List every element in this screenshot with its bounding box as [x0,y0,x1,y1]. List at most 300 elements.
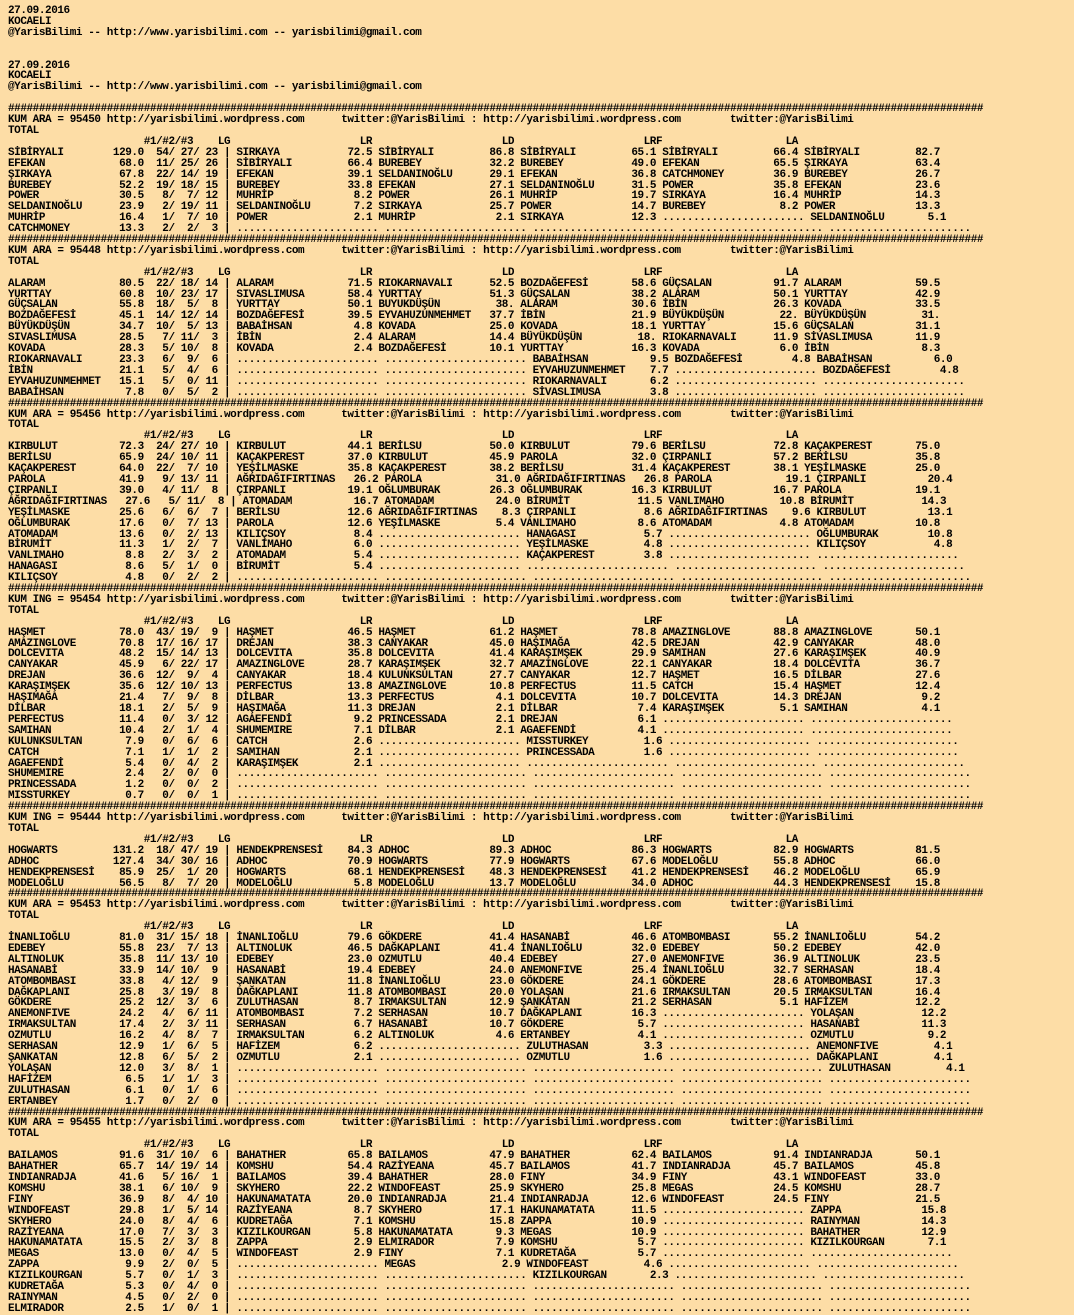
race-tables: ############################################################################################################################################################## KUM ARA = 95450 http://yarisbilimi.wordpress.com twitter:@YarisBilimi : http://yarisbilimi.wordpress.com twitter:@YarisBilimi TOTAL #1/#2/#3 LG LR LD LRF LA SİBİRYALI 129.0 54/ 27/ 23 | SIRKAYA 72.5 SİBİRYALI 86.8 SİBİRYALI 65.1 SİBİRYALI 66.4 SİBİRYALI 82.7 EFEKAN 68.0 11/ 25/ 26 | SİBİRYALI 66.4 BUREBEY 32.2 BUREBEY 49.0 EFEKAN 65.5 ŞIRKAYA 63.4 ŞIRKAYA 67.8 22/ 14/ 19 | EFEKAN 39.1 SELDANINOĞLU 29.1 EFEKAN 36.8 CATCHMONEY 36.9 BUREBEY 26.7 BUREBEY 52.2 19/ 18/ 15 | BUREBEY 33.8 EFEKAN 27.1 SELDANINOĞLU 31.5 POWER 35.8 EFEKAN 23.6 POWER 30.5 8/ 7/ 12 | MUHRİP 8.2 POWER 26.1 MUHRİP 19.7 SIRKAYA 16.4 MUHRİP 14.3 SELDANINOĞLU 23.9 2/ 19/ 11 | SELDANINOĞLU 7.2 SIRKAYA 25.7 POWER 14.7 BUREBEY 8.2 POWER 13.3 MUHRİP 16.4 1/ 7/ 10 | POWER 2.1 MUHRİP 2.1 SIRKAYA 12.3 ....................... SELDANINOĞLU 5.1 CATCHMONEY 13.3 2/ 2/ 3 | ....................... ....................... ....................... ....................... ....................... ############################################################################################################################################################## KUM ARA = 95448 http://yarisbilimi.wordpress.com twitter:@YarisBilimi : http://yarisbilimi.wordpress.com twitter:@YarisBilimi TOTAL #1/#2/#3 LG LR LD LRF LA ALARAM 80.5 22/ 18/ 14 | ALARAM 71.5 RIOKARNAVALI 52.5 BOZDAĞEFESİ 58.6 GÜÇSALAN 91.7 ALARAM 59.5 YURTTAY 60.8 10/ 23/ 17 | SIVASLIMUSA 58.4 YURTTAY 51.3 GÜÇSALAN 38.2 ALARAM 50.1 YURTTAY 42.9 GÜÇSALAN 55.8 18/ 5/ 8 | YURTTAY 50.1 BUYUKDÜŞÜN 38. ALARAM 30.6 İBİN 26.3 KOVADA 33.5 BOZDAĞEFESİ 45.1 14/ 12/ 14 | BOZDAĞEFESİ 39.5 EYVAHUZUNMEHMET 37.7 İBİN 21.9 BÜYÜKDÜŞÜN 22. BÜYÜKDÜŞÜN 31. BÜYÜKDÜŞÜN 34.7 10/ 5/ 13 | BABAİHSAN 4.8 KOVADA 25.0 KOVADA 18.1 YURTTAY 15.6 GÜÇSALAN 31.1 SIVASLIMUSA 28.5 7/ 11/ 3 | İBİN 2.4 ALARAM 14.4 BÜYÜKDÜŞÜN 18. RIOKARNAVALI 11.9 SİVASLIMUSA 11.9 KOVADA 28.3 5/ 10/ 8 | KOVADA 2.4 BOZDAĞEFESİ 10.1 YURTTAY 16.3 KOVADA 6.0 İBİN 8.3 RIOKARNAVALI 23.3 6/ 9/ 6 | ....................... ....................... BABAİHSAN 9.5 BOZDAĞEFESİ 4.8 BABAİHSAN 6.0 İBİN 21.1 5/ 4/ 6 | ....................... ....................... EYVAHUZUNMEHMET 7.7 ....................... BOZDAĞEFESİ 4.8 EYVAHUZUNMEHMET 15.1 5/ 0/ 11 | ....................... ....................... RIOKARNAVALI 6.2 ....................... ....................... BABAİHSAN 7.8 0/ 5/ 2 | ....................... ....................... SİVASLIMUSA 3.8 ....................... ....................... ############################################################################################################################################################## KUM ARA = 95456 http://yarisbilimi.wordpress.com twitter:@YarisBilimi : http://yarisbilimi.wordpress.com twitter:@YarisBilimi TOTAL #1/#2/#3 LG LR LD LRF LA KIRBULUT 72.3 24/ 27/ 10 | KIRBULUT 44.1 BERİLSU 50.0 KIRBULUT 79.6 BERİLSU 72.8 KAÇAKPEREST 75.0 BERİLSU 65.9 24/ 10/ 11 | KAÇAKPEREST 37.0 KIRBULUT 45.9 PAROLA 32.0 ÇIRPANLI 57.2 BERİLSU 35.8 KAÇAKPEREST 64.0 22/ 7/ 10 | YEŞİLMASKE 35.8 KAÇAKPEREST 38.2 BERİLSU 31.4 KAÇAKPEREST 38.1 YEŞİLMASKE 25.0 PAROLA 41.9 9/ 13/ 11 | AĞRIDAĞIFIRTINAS 26.2 PAROLA 31.0 AĞRIDAĞIFIRTINAS 26.8 PAROLA 19.1 ÇIRPANLI 20.4 ÇIRPANLI 39.0 4/ 11/ 8 | ÇIRPANLI 19.1 OĞLUMBURAK 26.3 OĞLUMBURAK 16.3 KIRBULUT 16.7 PAROLA 19.1 AĞRIDAĞIFIRTINAS 27.6 5/ 11/ 8 | ATOMADAM 16.7 ATOMADAM 24.0 BİRUMİT 11.5 VANLIMAHO 10.8 BİRUMİT 14.3 YEŞİLMASKE 25.6 6/ 6/ 7 | BERİLSU 12.6 AĞRIDAĞIFIRTINAS 8.3 ÇIRPANLI 8.6 AĞRIDAĞIFIRTINAS 9.6 KIRBULUT 13.1 OĞLUMBURAK 17.6 0/ 7/ 13 | PAROLA 12.6 YEŞİLMASKE 5.4 VANLIMAHO 8.6 ATOMADAM 4.8 ATOMADAM 10.8 ATOMADAM 13.6 0/ 2/ 13 | KILIÇSOY 8.4 ....................... HANAGASI 5.7 ....................... OĞLUMBURAK 10.8 BİRUMİT 11.3 1/ 2/ 7 | VANLIMAHO 6.0 ....................... YEŞİLMASKE 4.8 ....................... KILIÇSOY 4.8 VANLIMAHO 8.8 2/ 3/ 2 | ATOMADAM 5.4 ....................... KAÇAKPEREST 3.8 ....................... ....................... HANAGASI 8.6 5/ 1/ 0 | BİRUMİT 5.4 ....................... ....................... ....................... ....................... KILIÇSOY 4.8 0/ 2/ 2 | ....................... ....................... ....................... ....................... ....................... ############################################################################################################################################################## KUM ING = 95454 http://yarisbilimi.wordpress.com twitter:@YarisBilimi : http://yarisbilimi.wordpress.com twitter:@YarisBilimi TOTAL #1/#2/#3 LG LR LD LRF LA HAŞMET 78.0 43/ 19/ 9 | HAŞMET 46.5 HAŞMET 61.2 HAŞMET 78.8 AMAZINGLOVE 88.8 AMAZINGLOVE 50.1 AMAZINGLOVE 70.8 17/ 16/ 17 | DREJAN 38.3 CANYAKAR 45.0 HAŞIMAĞA 42.5 DREJAN 42.9 CANYAKAR 48.0 DOLCEVITA 48.2 15/ 14/ 13 | DOLCEVITA 35.8 DOLCEVITA 41.4 KARAŞIMŞEK 29.9 SAMIHAN 27.6 KARAŞIMŞEK 40.9 CANYAKAR 45.9 6/ 22/ 17 | AMAZINGLOVE 28.7 KARAŞIMŞEK 32.7 AMAZINGLOVE 22.1 CANYAKAR 18.4 DOLCEVITA 36.7 DREJAN 36.6 12/ 9/ 4 | CANYAKAR 18.4 KULUNKSULTAN 27.7 CANYAKAR 12.7 HAŞMET 16.5 DİLBAR 27.6 KARAŞIMŞEK 35.6 12/ 10/ 13 | PERFECTUS 13.8 AMAZINGLOVE 10.8 PERFECTUS 11.5 CATCH 15.4 HAŞMET 12.4 HAŞIMAĞA 21.4 7/ 9/ 8 | DİLBAR 13.3 PERFECTUS 4.1 DOLCEVITA 10.7 DOLCEVITA 14.3 DREJAN 9.2 DİLBAR 18.1 2/ 5/ 9 | HAŞIMAĞA 11.3 DREJAN 2.1 DİLBAR 7.4 KARAŞIMŞEK 5.1 SAMIHAN 4.1 PERFECTUS 11.4 0/ 3/ 12 | AGAEFENDİ 9.2 PRINCESSADA 2.1 DREJAN 6.1 ....................... ....................... SAMIHAN 10.4 2/ 1/ 4 | SHUMEMIRE 7.1 DİLBAR 2.1 AGAEFENDİ 4.1 ....................... ....................... KULUNKSULTAN 7.9 0/ 6/ 6 | CATCH 2.6 ....................... MISSTURKEY 1.6 ....................... ....................... CATCH 7.1 1/ 1/ 2 | SAMIHAN 2.1 ....................... PRINCESSADA 1.6 ....................... ....................... AGAEFENDİ 5.4 0/ 4/ 2 | KARAŞIMŞEK 2.1 ....................... ....................... ....................... ....................... SHUMEMIRE 2.4 2/ 0/ 0 | ....................... ....................... ....................... ....................... ....................... PRINCESSADA 1.2 0/ 0/ 2 | ....................... ....................... ....................... ....................... ....................... MISSTURKEY 0.7 0/ 0/ 1 | ....................... ....................... ....................... ....................... ....................... ############################################################################################################################################################## KUM ING = 95444 http://yarisbilimi.wordpress.com twitter:@YarisBilimi : http://yarisbilimi.wordpress.com twitter:@YarisBilimi TOTAL #1/#2/#3 LG LR LD LRF LA HOGWARTS 131.2 18/ 47/ 19 | HENDEKPRENSESİ 84.3 ADHOC 89.3 ADHOC 86.3 HOGWARTS 82.9 HOGWARTS 81.5 ADHOC 127.4 34/ 30/ 16 | ADHOC 70.9 HOGWARTS 77.9 HOGWARTS 67.6 MODELOĞLU 55.8 ADHOC 66.0 HENDEKPRENSESİ 85.9 25/ 1/ 20 | HOGWARTS 68.1 HENDEKPRENSESİ 48.3 HENDEKPRENSESİ 41.2 HENDEKPRENSESİ 46.2 MODELOĞLU 65.9 MODELOĞLU 56.5 8/ 7/ 20 | MODELOĞLU 5.8 MODELOĞLU 13.7 MODELOĞLU 34.0 ADHOC 44.3 HENDEKPRENSESİ 15.8 ############################################################################################################################################################## KUM ARA = 95453 http://yarisbilimi.wordpress.com twitter:@YarisBilimi : http://yarisbilimi.wordpress.com twitter:@YarisBilimi TOTAL #1/#2/#3 LG LR LD LRF LA İNANLIOĞLU 81.0 31/ 15/ 18 | İNANLIOĞLU 79.6 GÖKDERE 41.4 HASANABİ 46.6 ATOMBOMBASI 55.2 İNANLIOĞLU 54.2 EDEBEY 55.8 23/ 7/ 13 | ALTINOLUK 46.5 DAĞKAPLANI 41.4 İNANLIOĞLU 32.0 EDEBEY 50.2 EDEBEY 42.0 ALTINOLUK 35.8 11/ 13/ 10 | EDEBEY 23.0 OZMUTLU 40.4 EDEBEY 27.0 ANEMONFIVE 36.9 ALTINOLUK 23.5 HASANABİ 33.9 14/ 10/ 9 | HASANABİ 19.4 EDEBEY 24.0 ANEMONFIVE 25.4 İNANLIOĞLU 32.7 SERHASAN 18.4 ATOMBOMBASI 33.8 4/ 12/ 9 | ŞANKATAN 11.8 İNANLIOĞLU 23.0 GÖKDERE 24.1 GÖKDERE 28.6 ATOMBOMBASI 17.3 DAĞKAPLANI 25.8 3/ 19/ 8 | DAĞKAPLANI 11.8 ATOMBOMBASI 20.0 YOLAŞAN 21.6 IRMAKSULTAN 20.5 IRMAKSULTAN 16.4 GÖKDERE 25.2 12/ 3/ 6 | ZULUTHASAN 8.7 IRMAKSULTAN 12.9 ŞANKATAN 21.2 SERHASAN 5.1 HAFİZEM 12.2 ANEMONFIVE 24.2 4/ 6/ 11 | ATOMBOMBASI 7.2 SERHASAN 10.7 DAĞKAPLANI 16.3 ....................... YOLAŞAN 12.2 IRMAKSULTAN 17.4 2/ 3/ 11 | SERHASAN 6.7 HASANABİ 10.7 GÖKDERE 5.7 ....................... HASANABİ 11.3 OZMUTLU 16.2 4/ 8/ 7 | IRMAKSULTAN 6.2 ALTINOLUK 4.6 ERTANBEY 4.1 ....................... OZMUTLU 9.2 SERHASAN 12.9 1/ 6/ 5 | HAFİZEM 6.2 ....................... ZULUTHASAN 3.3 ....................... ANEMONFIVE 4.1 ŞANKATAN 12.8 6/ 5/ 2 | OZMUTLU 2.1 ....................... OZMUTLU 1.6 ....................... DAĞKAPLANI 4.1 YOLAŞAN 12.0 3/ 8/ 1 | ....................... ....................... ....................... ....................... ZULUTHASAN 4.1 HAFİZEM 6.5 1/ 1/ 3 | ....................... ....................... ....................... ....................... ....................... ZULUTHASAN 6.1 0/ 1/ 6 | ....................... ....................... ....................... ....................... ....................... ERTANBEY 1.7 0/ 2/ 0 | ....................... ....................... ....................... ....................... ....................... ############################################################################################################################################################## KUM ARA = 95455 http://yarisbilimi.wordpress.com twitter:@YarisBilimi : http://yarisbilimi.wordpress.com twitter:@YarisBilimi TOTAL #1/#2/#3 LG LR LD LRF LA BAILAMOS 91.6 31/ 10/ 6 | BAHATHER 65.8 BAILAMOS 47.9 BAHATHER 62.4 BAILAMOS 91.4 INDIANRADJA 50.1 BAHATHER 65.7 14/ 19/ 14 | KOMSHU 54.4 RAZİYEANA 45.7 BAILAMOS 41.7 INDIANRADJA 45.7 BAILAMOS 45.8 INDIANRADJA 41.6 5/ 16/ 1 | BAILAMOS 39.4 BAHATHER 28.0 FINY 34.9 FINY 43.1 WINDOFEAST 33.0 KOMSHU 38.1 6/ 10/ 9 | SKYHERO 22.2 WINDOFEAST 25.9 SKYHERO 25.8 MEGAS 24.5 KOMSHU 28.7 FINY 36.9 8/ 4/ 10 | HAKUNAMATATA 20.0 INDIANRADJA 21.4 INDIANRADJA 12.6 WINDOFEAST 24.5 FINY 21.5 WINDOFEAST 29.8 1/ 5/ 14 | RAZİYEANA 8.7 SKYHERO 17.1 HAKUNAMATATA 11.5 ....................... ZAPPA 15.8 SKYHERO 24.0 8/ 4/ 6 | KUDRETAĞA 7.1 KOMSHU 15.8 ZAPPA 10.9 ....................... RAINYMAN 14.3 RAZİYEANA 17.0 7/ 3/ 3 | KIZILKOURGAN 5.8 HAKUNAMATATA 9.3 MEGAS 10.9 ....................... BAHATHER 12.9 HAKUNAMATATA 15.5 2/ 3/ 8 | ZAPPA 2.9 ELMIRADOR 7.9 KOMSHU 5.7 ....................... KIZILKOURGAN 7.1 MEGAS 13.0 0/ 4/ 5 | WINDOFEAST 2.9 FINY 7.1 KUDRETAĞA 5.7 ....................... ....................... ZAPPA 9.9 2/ 0/ 5 | ....................... MEGAS 2.9 WINDOFEAST 4.6 ....................... ....................... KIZILKOURGAN 5.7 0/ 1/ 3 | ....................... ....................... KIZILKOURGAN 2.3 ....................... ....................... KUDRETAĞA 5.3 0/ 4/ 0 | ....................... ....................... ....................... ....................... ....................... RAINYMAN 4.5 0/ 2/ 0 | ....................... ....................... ....................... ....................... ....................... ELMIRADOR 2.5 1/ 0/ 1 | ....................... ....................... ....................... ....................... ....................... [8,103,984,1315]
first-place-count: 2 [149,223,169,236]
la-score: 21.5 [902,1193,940,1206]
lg-score: 11.8 [335,986,373,999]
ld-score: 16.3 [619,1008,657,1021]
second-place-count: 8 [174,1030,194,1043]
la-horse-name: AMAZINGLOVE [804,626,903,639]
total-horse-name: ADHOC [8,855,107,868]
first-place-count: 0 [149,735,169,748]
lr-score: 10.7 [477,1019,515,1032]
la-score: 11.3 [909,1019,947,1032]
lg-horse-name: SIVASLIMUSA [236,288,336,301]
ld-horse-name: KUDRETAĞA [520,1248,620,1261]
second-place-count: 2 [174,572,194,585]
first-place-count: 14 [149,1161,169,1174]
ld-score: 9.5 [631,354,669,366]
lr-score: 51.3 [477,288,515,301]
ld-horse-name: POWER [520,201,620,214]
column-header-lrf: LRF [643,833,786,846]
ld-horse-name: YEŞİLMASKE [526,539,626,552]
la-horse-name: ZAPPA [810,1204,910,1217]
lr-horse-name: KOVADA [378,321,478,334]
ld-horse-name: BÜYÜKDÜŞÜN [520,332,620,345]
total-horse-name: SELDANINOĞLU [8,201,107,214]
third-place-count: 10 [199,212,218,225]
first-place-count: 22 [149,463,169,476]
lr-horse-name: DAĞKAPLANI [378,942,478,955]
la-score: 9.2 [902,692,940,705]
first-place-count: 5 [149,364,169,377]
column-header-lg: LG [217,1139,360,1152]
ld-score: 16.3 [619,343,657,356]
second-place-count: 3 [174,550,194,563]
la-score: 6.0 [915,354,953,366]
lr-score: 24.0 [477,964,515,977]
third-place-count: 13 [199,321,218,334]
lg-score: 5.8 [335,877,373,890]
la-horse-name: BABAİHSAN [816,354,916,366]
total-score: 131.2 [106,844,144,857]
first-place-count: 5 [149,561,169,574]
lrf-score: 26.3 [760,299,798,312]
lr-score: 32.7 [477,659,515,672]
lr-horse-name: YEŞİLMASKE [378,517,478,530]
lg-horse-name: ALTINOLUK [236,942,336,955]
ld-horse-name: DREJAN [520,713,620,726]
la-horse-name: KAÇAKPEREST [804,441,903,454]
ld-score: 5.7 [619,1019,657,1032]
ld-horse-name: SIRKAYA [520,212,620,225]
total-score: 1.7 [106,1095,144,1108]
first-place-count: 6 [149,354,169,366]
la-score: 19.1 [902,484,940,497]
total-horse-name: CATCH [8,746,107,759]
total-score: 2.4 [106,768,144,781]
first-place-count: 5 [149,1171,169,1184]
lg-score: 2.1 [335,746,373,759]
third-place-count: 0 [199,1291,218,1304]
second-place-count: 4 [174,1281,194,1294]
third-place-count: 14 [199,277,218,290]
total-horse-name: KOVADA [8,343,107,356]
first-place-count: 0 [149,528,169,541]
lrf-score: 9.6 [773,506,811,519]
column-header-lr: LR [359,833,502,846]
column-header-lg: LG [217,135,360,148]
lr-score: 61.2 [477,626,515,639]
ld-score: 18. [619,332,657,345]
third-place-count: 19 [199,844,218,857]
first-place-count: 6 [149,659,169,672]
first-place-count: 1 [149,539,169,552]
column-header-lrf: LRF [643,921,786,934]
separator-line: ############################################################################################################################################################## [8,888,984,901]
lrf-horse-name: MODELOĞLU [662,855,761,868]
ld-score: 12.3 [619,212,657,225]
lr-horse-name: ATOMBOMBASI [378,986,478,999]
second-place-count: 25 [174,157,194,170]
total-score: 85.9 [106,866,144,879]
race-title: KUM ARA = 95448 [8,244,101,257]
third-place-count: 9 [199,975,218,988]
third-place-count: 12 [199,713,218,726]
ld-horse-name: İBİN [520,310,620,323]
ld-horse-name: ZAPPA [520,1215,620,1228]
third-place-count: 2 [199,757,218,770]
lr-score: 23.0 [477,975,515,988]
lg-horse-name: MODELOĞLU [236,877,336,890]
second-place-count: 2 [174,1291,194,1304]
lg-horse-name: ŞANKATAN [236,975,336,988]
first-place-count: 0 [149,779,169,792]
lg-score: 6.2 [335,1030,373,1043]
la-horse-name: DOLCEVITA [804,659,903,672]
total-score: 65.7 [106,1161,144,1174]
total-score: 12.0 [106,1062,144,1075]
la-horse-name: SİBİRYALI [804,146,903,159]
la-score: 14.3 [909,1215,947,1228]
column-header-lrf: LRF [643,266,786,279]
lg-score: 19.1 [335,484,373,497]
first-place-count: 6 [149,1182,169,1195]
second-place-count: 2 [174,528,194,541]
ld-score: 21.2 [619,997,657,1010]
lg-horse-name: SERHASAN [236,1019,336,1032]
second-place-count: 3 [174,997,194,1010]
first-place-count: 6 [149,1052,169,1064]
lg-horse-name: SİBİRYALI [236,157,336,170]
first-place-count: 0 [149,757,169,770]
total-score: 45.1 [106,310,144,323]
race-title: KUM ARA = 95450 [8,114,101,127]
la-horse-name: HOGWARTS [804,844,903,857]
lg-horse-name: EDEBEY [236,953,336,966]
lrf-horse-name: ATOMADAM [662,517,761,530]
third-place-count: 7 [199,1030,218,1043]
third-place-count: 7 [199,539,218,552]
total-score: 10.4 [106,724,144,737]
first-place-count: 19 [149,179,169,192]
lr-score: 86.8 [477,146,515,159]
total-horse-name: ALTINOLUK [8,953,107,966]
total-score: 25.2 [106,997,144,1010]
lr-score: 26.1 [477,190,515,203]
lg-score: 71.5 [335,277,373,290]
lrf-horse-name: ÇIRPANLI [662,452,761,465]
lrf-horse-name: YURTTAY [662,321,761,334]
lr-score: 26.3 [477,484,515,497]
race-header-links: http://yarisbilimi.wordpress.com twitter:@YarisBilimi : http://yarisbilimi.wordpress.com twitter:@YarisBilimi [100,244,854,257]
lr-score: 27.1 [477,179,515,192]
total-score: 4.8 [106,572,144,585]
third-place-count: 2 [199,779,218,792]
lrf-score: 8.2 [760,201,798,214]
lrf-score: 15.6 [760,321,798,334]
lr-score: 77.9 [477,855,515,868]
lr-horse-name: BERİLSU [378,441,478,454]
ld-horse-name: ANEMONFIVE [520,964,620,977]
lrf-horse-name: SERHASAN [662,997,761,1010]
la-score: 81.5 [902,844,940,857]
total-score: 68.0 [106,157,144,170]
lrf-score: 42.9 [760,637,798,650]
lg-score: 18.4 [335,670,373,683]
lg-horse-name: EFEKAN [236,168,336,181]
la-horse-name: SELDANINOĞLU [810,212,910,225]
lr-score: 38. [477,299,515,312]
lrf-score: 43.1 [760,1171,798,1184]
first-place-count: 0 [149,1095,169,1108]
second-place-count: 30 [174,855,194,868]
lrf-horse-name: İBİN [662,299,761,312]
second-place-count: 6 [174,1041,194,1054]
lg-horse-name: KARAŞIMŞEK [236,757,336,770]
lrf-score: 24.5 [760,1193,798,1206]
ld-score: 49.0 [619,157,657,170]
lr-score: 25.7 [477,201,515,214]
lr-score: 25.0 [477,321,515,334]
lr-score: 41.4 [477,932,515,945]
lrf-horse-name: BOZDAĞEFESİ [674,354,774,366]
total-score: 9.9 [106,1259,144,1272]
total-horse-name: KIZILKOURGAN [8,1270,107,1283]
la-score: 14.3 [902,190,940,203]
la-horse-name: KIRBULUT [816,506,916,519]
total-horse-name: BAHATHER [8,1161,107,1174]
lg-score: 4.8 [335,321,373,334]
ld-score: 16.3 [619,484,657,497]
la-score: 65.9 [902,866,940,879]
ld-horse-name: FINY [520,1171,620,1184]
ld-horse-name: HAKUNAMATATA [520,1204,620,1217]
lr-horse-name: EYVAHUZUNMEHMET [378,310,478,323]
lg-horse-name: DİLBAR [236,692,336,705]
lrf-horse-name: KARAŞIMŞEK [662,703,761,715]
lg-score: 13.8 [335,681,373,694]
ld-horse-name: PERFECTUS [520,681,620,694]
lrf-horse-name: DOLCEVITA [662,692,761,705]
lg-horse-name: ZULUTHASAN [236,997,336,1010]
lg-score: 72.5 [335,146,373,159]
first-place-count: 5 [149,343,169,356]
first-place-count: 14 [149,964,169,977]
total-horse-name: CATCHMONEY [8,223,107,236]
first-place-count: 10 [149,288,169,301]
first-place-count: 2 [149,1019,169,1032]
lr-score: 89.3 [477,844,515,857]
third-place-count: 0 [199,561,218,574]
total-score: 91.6 [106,1150,144,1163]
total-score: 80.5 [106,277,144,290]
second-place-count: 7 [174,517,194,530]
third-place-count: 13 [199,681,218,694]
la-score: 10.8 [902,517,940,530]
second-place-count: 4 [174,1248,194,1261]
second-place-count: 1 [174,1073,194,1086]
total-horse-name: AĞRIDAĞIFIRTINAS [8,495,113,508]
lr-score: 27.7 [477,670,515,683]
third-place-count: 3 [199,1270,218,1283]
lg-score: 7.2 [335,1008,373,1021]
first-place-count: 0 [149,1291,169,1304]
lrf-horse-name: WINDOFEAST [662,1193,761,1206]
ld-horse-name: ŞANKATAN [520,997,620,1010]
first-place-count: 4 [149,975,169,988]
total-horse-name: KARAŞIMŞEK [8,681,107,694]
column-header-ld: LD [501,1139,644,1152]
la-score: 36.7 [902,659,940,672]
second-place-count: 7 [174,212,194,225]
total-score: 36.9 [106,1193,144,1206]
lrf-score: 4.8 [773,354,811,366]
second-place-count: 2 [174,539,194,552]
la-horse-name: ÇIRPANLI [816,473,916,486]
lrf-horse-name: BAILAMOS [662,1150,761,1163]
lrf-horse-name: İNANLIOĞLU [662,964,761,977]
third-place-count: 10 [199,1193,218,1206]
lr-horse-name: RIOKARNAVALI [378,277,478,290]
la-score: 42.0 [902,942,940,955]
la-horse-name: ALTINOLUK [804,953,903,966]
total-score: 21.1 [106,364,144,377]
second-place-count: 9 [174,692,194,705]
ld-score: 7.4 [619,703,657,715]
la-horse-name: HAFİZEM [804,997,903,1010]
ld-horse-name: BOZDAĞEFESİ [520,277,620,290]
lr-score: 10.7 [477,1008,515,1021]
column-header-total: TOTAL [8,255,218,268]
first-place-count: 9 [149,473,169,486]
third-place-count: 9 [199,964,218,977]
second-place-count: 0 [174,1302,194,1315]
second-place-count: 19 [174,1161,194,1174]
lr-score: 2.1 [477,212,515,225]
lg-horse-name: HASANABİ [236,964,336,977]
ld-horse-name: HANAGASI [526,528,626,541]
third-place-count: 0 [199,768,218,781]
lr-score: 32.2 [477,157,515,170]
lg-score: 7.1 [335,1215,373,1228]
total-score: 65.9 [106,452,144,465]
lg-horse-name: DAĞKAPLANI [236,986,336,999]
lr-horse-name: BUREBEY [378,157,478,170]
lg-horse-name: BABAİHSAN [236,321,336,334]
lg-score: 2.1 [335,212,373,225]
race-title: KUM ARA = 95455 [8,1117,101,1130]
ld-horse-name: HENDEKPRENSESİ [520,866,620,879]
ld-score: 65.1 [619,146,657,159]
lr-horse-name: BAHATHER [378,1171,478,1184]
separator-line: ############################################################################################################################################################## [8,1106,984,1119]
total-horse-name: POWER [8,190,107,203]
first-place-count: 0 [149,1281,169,1294]
lr-score: 24.0 [483,495,521,508]
second-place-count: 1 [174,724,194,737]
la-score: 14.3 [909,495,947,508]
column-header-lr: LR [359,921,502,934]
lg-score: 22.2 [335,1182,373,1195]
ld-score: 4.1 [619,724,657,737]
second-place-count: 19 [174,986,194,999]
total-score: 36.6 [106,670,144,683]
lrf-score: 91.4 [760,1150,798,1163]
lr-score: 2.1 [477,724,515,737]
ld-score: 2.3 [631,1270,669,1283]
separator-line: ############################################################################################################################################################## [8,397,984,410]
lrf-horse-name: AMAZINGLOVE [662,626,761,639]
race-header-links: http://yarisbilimi.wordpress.com twitter:@YarisBilimi : http://yarisbilimi.wordpress.com twitter:@YarisBilimi [100,899,854,912]
ld-score: 4.8 [625,539,663,552]
la-horse-name: PAROLA [804,484,903,497]
ld-horse-name: MISSTURKEY [526,735,626,748]
lrf-score: 10.8 [767,495,805,508]
first-place-count: 4 [149,484,169,497]
total-score: 35.6 [106,681,144,694]
lg-score: 11.8 [335,975,373,988]
total-horse-name: HOGWARTS [8,844,107,857]
ld-score: 30.6 [619,299,657,312]
ld-score: 24.1 [619,975,657,988]
total-horse-name: BERİLSU [8,452,107,465]
column-header-lr: LR [359,1139,502,1152]
second-place-count: 18 [174,277,194,290]
column-header-ld: LD [501,266,644,279]
la-score: 10.8 [915,528,953,541]
total-horse-name: HENDEKPRENSESİ [8,866,107,879]
first-place-count: 15 [149,648,169,661]
la-score: 45.8 [902,1161,940,1174]
lr-horse-name: PAROLA [384,473,484,486]
lr-horse-name: PRINCESSADA [378,713,478,726]
la-horse-name: HENDEKPRENSESİ [804,877,903,890]
column-header-total: TOTAL [8,822,218,835]
total-horse-name: ANEMONFIVE [8,1008,107,1021]
third-place-count: 1 [199,790,218,803]
second-place-count: 1 [174,746,194,759]
la-score: 11.9 [902,332,940,345]
la-score: 28.7 [902,1182,940,1195]
lr-horse-name: KOMSHU [378,1215,478,1228]
lg-horse-name: BAILAMOS [236,1171,336,1184]
total-horse-name: ZULUTHASAN [8,1084,107,1097]
lg-horse-name: SHUMEMIRE [236,724,336,737]
lg-horse-name: AĞRIDAĞIFIRTINAS [236,473,342,486]
total-horse-name: KILIÇSOY [8,572,107,585]
la-score: 12.9 [909,1226,947,1239]
column-header-la: LA [785,833,798,846]
first-place-count: 7 [149,692,169,705]
ld-horse-name: KOVADA [520,321,620,334]
first-place-count: 4 [149,1030,169,1043]
third-place-count: 14 [199,310,218,323]
lg-horse-name: BUREBEY [236,179,336,192]
third-place-count: 5 [199,1248,218,1261]
total-score: 64.0 [106,463,144,476]
la-horse-name: BAILAMOS [804,1161,903,1174]
total-score: 11.3 [106,539,144,552]
second-place-count: 1 [174,561,194,574]
third-place-count: 8 [199,986,218,999]
ld-score: 41.7 [619,1161,657,1174]
second-place-count: 12 [174,310,194,323]
lr-horse-name: KIRBULUT [378,452,478,465]
lr-horse-name: ELMIRADOR [378,1237,478,1250]
ld-horse-name: PRINCESSADA [526,746,626,759]
ld-horse-name: HAŞIMAĞA [520,637,620,650]
total-score: 13.3 [106,223,144,236]
lrf-horse-name: EDEBEY [662,942,761,955]
lg-score: 13.3 [335,692,373,705]
lr-score: 21.4 [477,1193,515,1206]
